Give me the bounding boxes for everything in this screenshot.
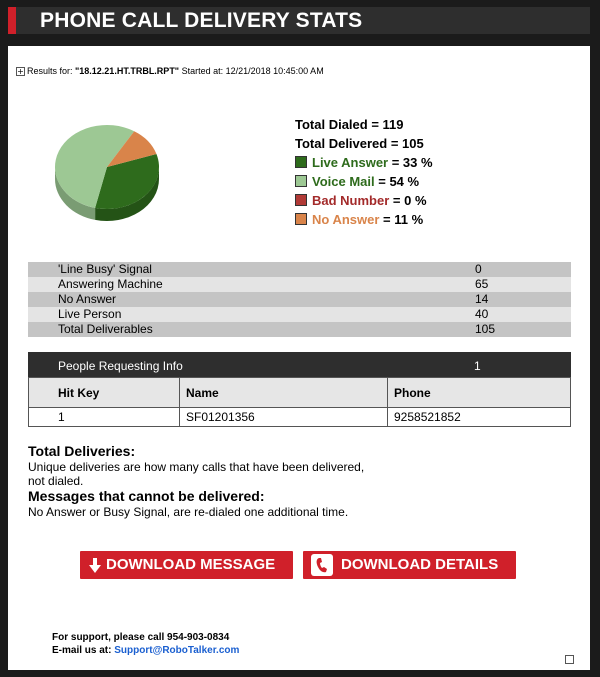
name-cell: SF01201356 — [180, 408, 388, 427]
support-email-link[interactable]: Support@RoboTalker.com — [114, 645, 240, 656]
undeliverable-text: No Answer or Busy Signal, are re-dialed one additional time. — [28, 505, 349, 519]
pie-slices — [55, 125, 159, 209]
download-details-label: DOWNLOAD DETAILS — [341, 556, 499, 573]
table-row — [28, 277, 571, 292]
download-arrow-icon — [88, 557, 102, 574]
support-phone: 954-903-0834 — [167, 632, 230, 643]
download-message-button[interactable] — [80, 551, 293, 579]
info-label: People Requesting Info — [28, 352, 474, 379]
table-row — [29, 408, 571, 427]
expand-icon[interactable]: + — [17, 67, 24, 77]
pie-chart — [52, 112, 182, 242]
summary-label: Live Person — [28, 307, 475, 322]
phone-icon — [311, 554, 337, 576]
report-name: "18.12.21.HT.TRBL.RPT" — [75, 66, 180, 76]
started-at: Started at: 12/21/2018 10:45:00 AM — [179, 66, 324, 76]
total-dialed: Total Dialed = 119 — [295, 117, 404, 132]
phone-cell: 9258521852 — [388, 408, 571, 427]
legend-label: Voice Mail — [312, 174, 375, 189]
legend-value: = 54 % — [374, 174, 420, 189]
legend-value: = 33 % — [388, 155, 433, 170]
summary-label: No Answer — [28, 292, 475, 307]
legend-item — [295, 153, 433, 172]
results-prefix: Results for: — [27, 66, 76, 76]
hit-key-cell: 1 — [29, 408, 180, 427]
summary-value: 65 — [475, 277, 571, 292]
legend-value: = 11 % — [379, 212, 424, 227]
support-info — [52, 631, 239, 657]
legend-label: No Answer — [312, 212, 380, 227]
legend-item — [295, 172, 433, 191]
support-email-prefix: E-mail us at: — [52, 645, 115, 656]
legend-swatch-icon — [295, 156, 307, 168]
info-header-table — [28, 352, 571, 379]
legend-swatch-icon — [295, 175, 307, 187]
results-line — [16, 66, 324, 76]
legend — [295, 115, 433, 229]
report-panel — [8, 46, 590, 670]
summary-label: Total Deliverables — [28, 322, 475, 337]
table-row — [28, 322, 571, 337]
summary-value: 0 — [475, 262, 571, 277]
summary-label: 'Line Busy' Signal — [28, 262, 475, 277]
table-row — [28, 292, 571, 307]
summary-value: 40 — [475, 307, 571, 322]
hits-header-row — [29, 378, 571, 408]
legend-label: Bad Number — [312, 193, 390, 208]
notes — [28, 443, 573, 519]
col-phone: Phone — [388, 378, 571, 408]
title-bar — [8, 7, 590, 34]
summary-table — [28, 262, 571, 337]
legend-item — [295, 191, 433, 210]
summary-label: Answering Machine — [28, 277, 475, 292]
legend-swatch-icon — [295, 213, 307, 225]
col-name: Name — [180, 378, 388, 408]
summary-value: 105 — [475, 322, 571, 337]
legend-label: Live Answer — [312, 155, 389, 170]
info-value: 1 — [474, 352, 571, 379]
download-details-button[interactable] — [303, 551, 516, 579]
legend-item — [295, 210, 433, 229]
undeliverable-heading: Messages that cannot be delivered: — [28, 488, 265, 504]
resize-box-icon — [565, 655, 574, 664]
legend-value: = 0 % — [389, 193, 427, 208]
total-deliveries-heading: Total Deliveries: — [28, 443, 136, 459]
hits-table — [28, 377, 571, 427]
page-title: PHONE CALL DELIVERY STATS — [40, 9, 363, 32]
total-delivered: Total Delivered = 105 — [295, 136, 424, 151]
summary-value: 14 — [475, 292, 571, 307]
download-message-label: DOWNLOAD MESSAGE — [106, 556, 276, 573]
info-header-row — [28, 352, 571, 379]
table-row — [28, 307, 571, 322]
col-hit-key: Hit Key — [29, 378, 180, 408]
total-deliveries-text-2: not dialed. — [28, 474, 84, 488]
table-row — [28, 262, 571, 277]
legend-swatch-icon — [295, 194, 307, 206]
total-deliveries-text-1: Unique deliveries are how many calls that have been delivered, — [28, 460, 365, 474]
support-phone-prefix: For support, please call — [52, 632, 168, 643]
